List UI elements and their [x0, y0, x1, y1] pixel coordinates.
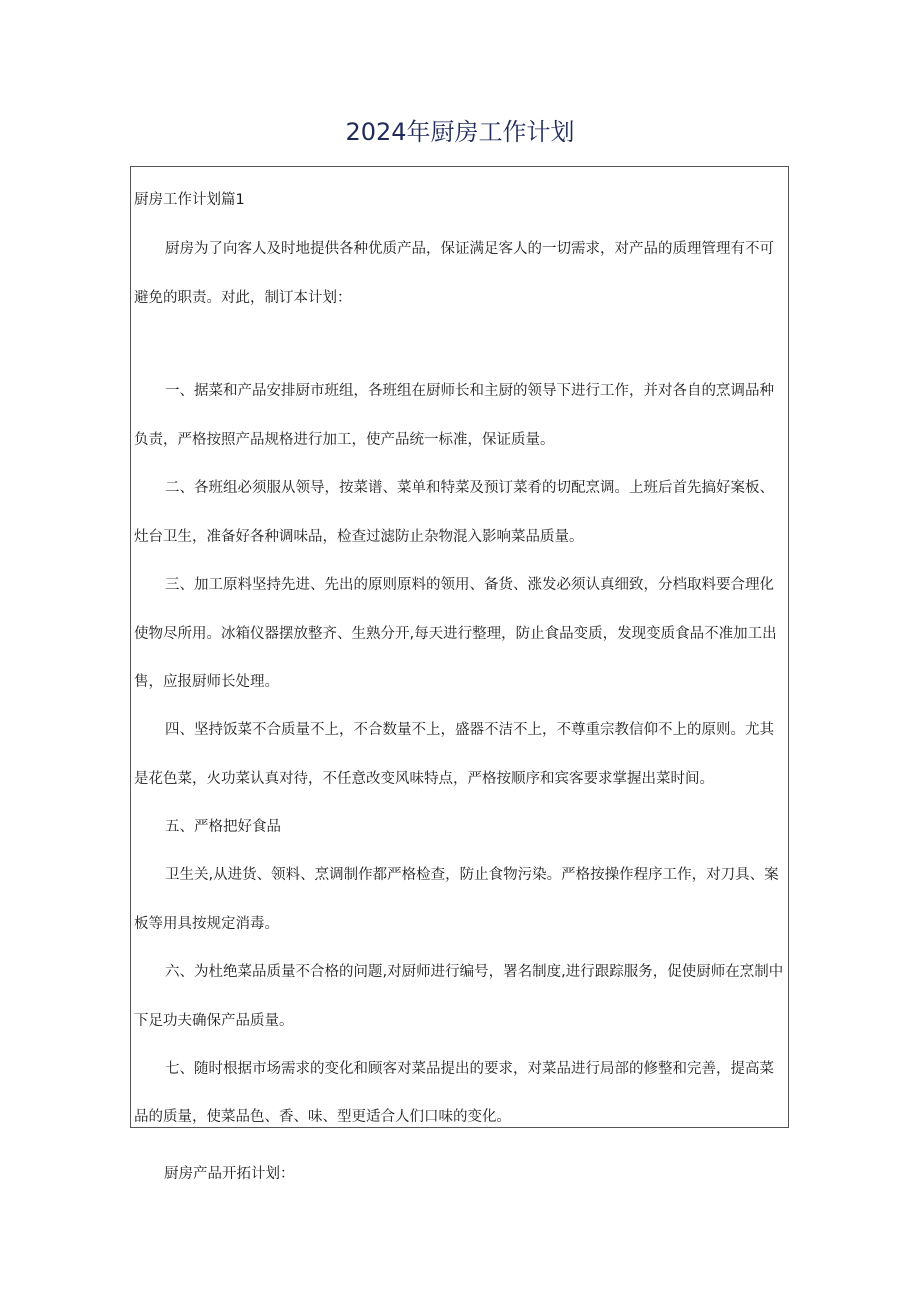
section-heading: 厨房工作计划篇1 [134, 192, 245, 208]
item-5-line-1: 五、严格把好食品 [165, 819, 281, 835]
intro-line-1: 厨房为了向客人及时地提供各种优质产品，保证满足客人的一切需求，对产品的质理管理有不可 [165, 241, 774, 257]
item-1-line-2: 负责，严格按照产品规格进行加工，使产品统一标准，保证质量。 [134, 432, 555, 448]
content-box [130, 166, 789, 1128]
footer-heading: 厨房产品开拓计划： [164, 1166, 295, 1182]
item-8-line-1: 七、随时根据市场需求的变化和顾客对菜品提出的要求，对菜品进行局部的修整和完善，提高菜 [165, 1061, 774, 1077]
item-3-line-1: 三、加工原料坚持先进、先出的原则原料的领用、备货、涨发必须认真细致，分档取料要合理化 [165, 577, 774, 593]
item-4-line-1: 四、坚持饭菜不合质量不上，不合数量不上，盛器不洁不上，不尊重宗教信仰不上的原则。尤其 [165, 722, 774, 738]
item-2-line-1: 二、各班组必须服从领导，按菜谱、菜单和特菜及预订菜肴的切配烹调。上班后首先搞好案板、 [165, 480, 774, 496]
page-title: 2024年厨房工作计划 [345, 118, 575, 146]
item-3-line-3: 售，应报厨师长处理。 [134, 674, 279, 690]
intro-line-2: 避免的职责。对此，制订本计划： [134, 290, 352, 306]
item-2-line-2: 灶台卫生，准备好各种调味品，检查过滤防止杂物混入影响菜品质量。 [134, 529, 584, 545]
item-7-line-1: 六、为杜绝菜品质量不合格的问题,对厨师进行编号，署名制度,进行跟踪服务，促使厨师在烹制中 [165, 964, 784, 980]
item-8-line-2: 品的质量，使菜品色、香、味、型更适合人们口味的变化。 [134, 1109, 511, 1125]
item-1-line-1: 一、据菜和产品安排厨市班组，各班组在厨师长和主厨的领导下进行工作，并对各自的烹调品种 [165, 383, 774, 399]
item-6-line-2: 板等用具按规定消毒。 [134, 916, 279, 932]
item-3-line-2: 使物尽所用。冰箱仪器摆放整齐、生熟分开,每天进行整理，防止食品变质，发现变质食品不准加工出 [134, 626, 777, 642]
item-6-line-1: 卫生关,从进货、领料、烹调制作都严格检查，防止食物污染。严格按操作程序工作，对刀具、案 [165, 867, 779, 883]
item-4-line-2: 是花色菜，火功菜认真对待，不任意改变风味特点，严格按顺序和宾客要求掌握出菜时间。 [134, 771, 714, 787]
item-7-line-2: 下足功夫确保产品质量。 [134, 1013, 294, 1029]
